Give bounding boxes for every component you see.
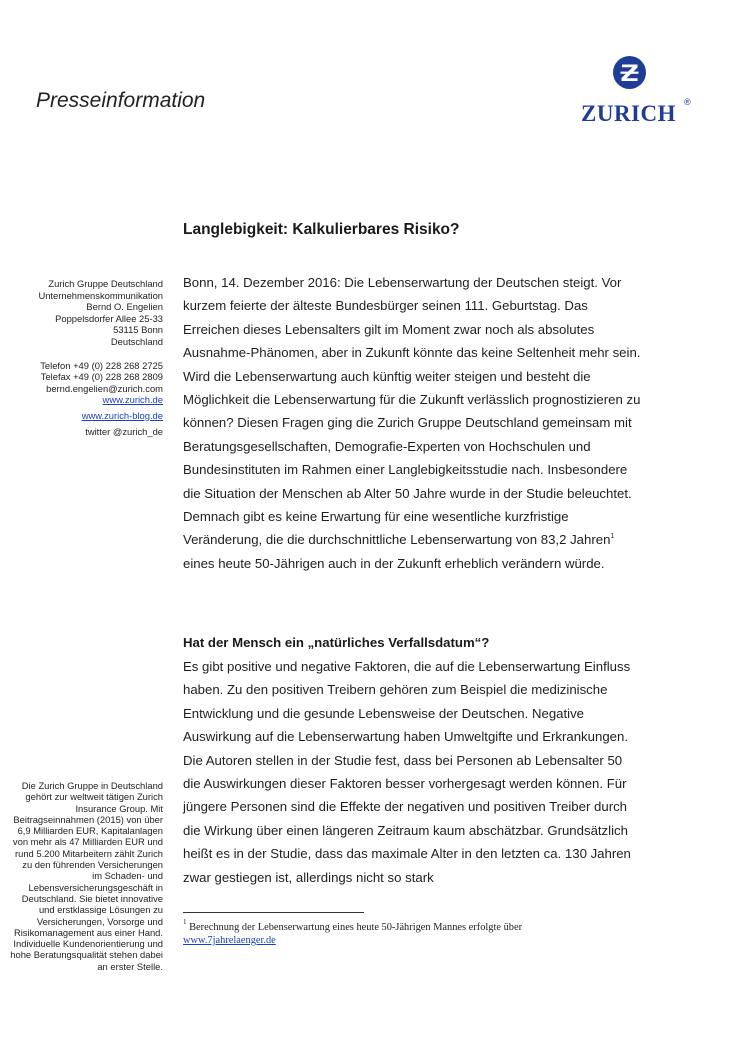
footnote-link[interactable]: www.7jahrelaenger.de bbox=[183, 935, 276, 946]
footnote-divider bbox=[183, 912, 364, 913]
body-paragraph-2 bbox=[183, 655, 643, 889]
zurich-z-icon bbox=[613, 56, 646, 89]
contact-city: 53115 Bonn bbox=[113, 324, 163, 336]
paragraph-1-end: eines heute 50-Jährigen auch in der Zukunft erheblich verändern würde. bbox=[183, 555, 605, 571]
contact-department: Unternehmenskommunikation bbox=[38, 289, 163, 301]
paragraph-2-text: Es gibt positive und negative Faktoren, die auf die Lebenserwartung Einfluss haben. Zu den positiven Treibern gehören zum Beispiel die medizinische Entwicklung und die gesunde Lebensweise der Deutschen. Negative Auswirkung auf die Lebenserwartung haben Umweltgifte und Erkrankungen. Die Autoren stellen in der Studie fest, dass bei Personen ab Lebensalter 50 die Auswirkungen dieser Faktoren besser vorhergesagt werden können. Für jüngere Personen sind die Effekte der negativen und positiven Treiber durch die Wirkung über einen längeren Zeitraum kaum abschätzbar. Grundsätzlich heißt es in der Studie, dass das maximale Alter in den letzten ca. 130 Jahren zwar gestiegen ist, allerdings nicht so stark bbox=[183, 659, 631, 885]
footnote-text: Berechnung der Lebenserwartung eines heute 50-Jährigen Mannes erfolgte über bbox=[189, 922, 523, 933]
contact-block bbox=[10, 278, 163, 437]
blog-link[interactable]: www.zurich-blog.de bbox=[81, 409, 163, 421]
footnote-mark: 1 bbox=[183, 918, 187, 926]
footnote-reference: 1 bbox=[610, 533, 615, 541]
footnote bbox=[183, 918, 643, 947]
body-paragraph-1 bbox=[183, 271, 643, 575]
registered-mark: ® bbox=[684, 97, 691, 107]
contact-company: Zurich Gruppe Deutschland bbox=[48, 278, 163, 289]
document-type-title: Presseinformation bbox=[36, 89, 206, 112]
contact-spacer bbox=[10, 348, 163, 360]
contact-person: Bernd O. Engelien bbox=[86, 301, 163, 313]
headline: Langlebigkeit: Kalkulierbares Risiko? bbox=[183, 221, 460, 238]
contact-email[interactable]: bernd.engelien@zurich.com bbox=[46, 382, 163, 394]
subheading: Hat der Mensch ein „natürliches Verfallsdatum“? bbox=[183, 635, 490, 650]
website-link[interactable]: www.zurich.de bbox=[102, 394, 163, 406]
paragraph-1-text: Bonn, 14. Dezember 2016: Die Lebenserwartung der Deutschen steigt. Vor kurzem feierte der älteste Bundesbürger seinen 111. Geburtstag. Das Erreichen dieses Lebensalters gilt im Moment zwar noch als absolutes Ausnahme-Phänomen, aber in Zukunft könnte das keine Seltenheit mehr sein. Wird die Lebenserwartung auch künftig weiter steigen und besteht die Möglichkeit die Lebenserwartung für die Zukunft verlässlich prognostizieren zu können? Diesen Fragen ging die Zurich Gruppe Deutschland gemeinsam mit Beratungsgesellschaften, Demografie-Experten von Hochschulen und Bundesinstituten im Rahmen einer Langlebigkeitsstudie nach. Insbesondere die Situation der Menschen ab Alter 50 Jahre wurde in der Studie beleuchtet. Demnach gibt es keine Erwartung für eine wesentliche kurzfristige Veränderung, die die durchschnittliche Lebenserwartung von 83,2 Jahren bbox=[183, 275, 641, 548]
twitter-handle[interactable]: twitter @zurich_de bbox=[85, 425, 163, 437]
contact-fax: Telefax +49 (0) 228 268 2809 bbox=[40, 371, 163, 383]
company-about: Die Zurich Gruppe in Deutschland gehört zur weltweit tätigen Zurich Insurance Group. Mit Beitragseinnahmen (2015) von über 6,9 Milliarden EUR, Kapitalanlagen von mehr als 47 Milliarden EUR und rund 5.200 Mitarbeitern zählt Zurich zu den führenden Versicherungen im Schaden- und Lebensversicherungsgeschäft in Deutschland. Sie bietet innovative und erstklassige Lösungen zu Versicherungen, Vorsorge und Risikomanagement aus einer Hand. Individuelle Kundenorientierung und hohe Beratungsqualität stehen dabei an erster Stelle. bbox=[10, 780, 163, 972]
zurich-logo bbox=[580, 56, 692, 132]
contact-street: Poppelsdorfer Allee 25-33 bbox=[55, 312, 163, 324]
contact-country: Deutschland bbox=[110, 335, 163, 347]
logo-wordmark: ZURICH bbox=[581, 101, 677, 126]
contact-phone: Telefon +49 (0) 228 268 2725 bbox=[40, 359, 163, 371]
